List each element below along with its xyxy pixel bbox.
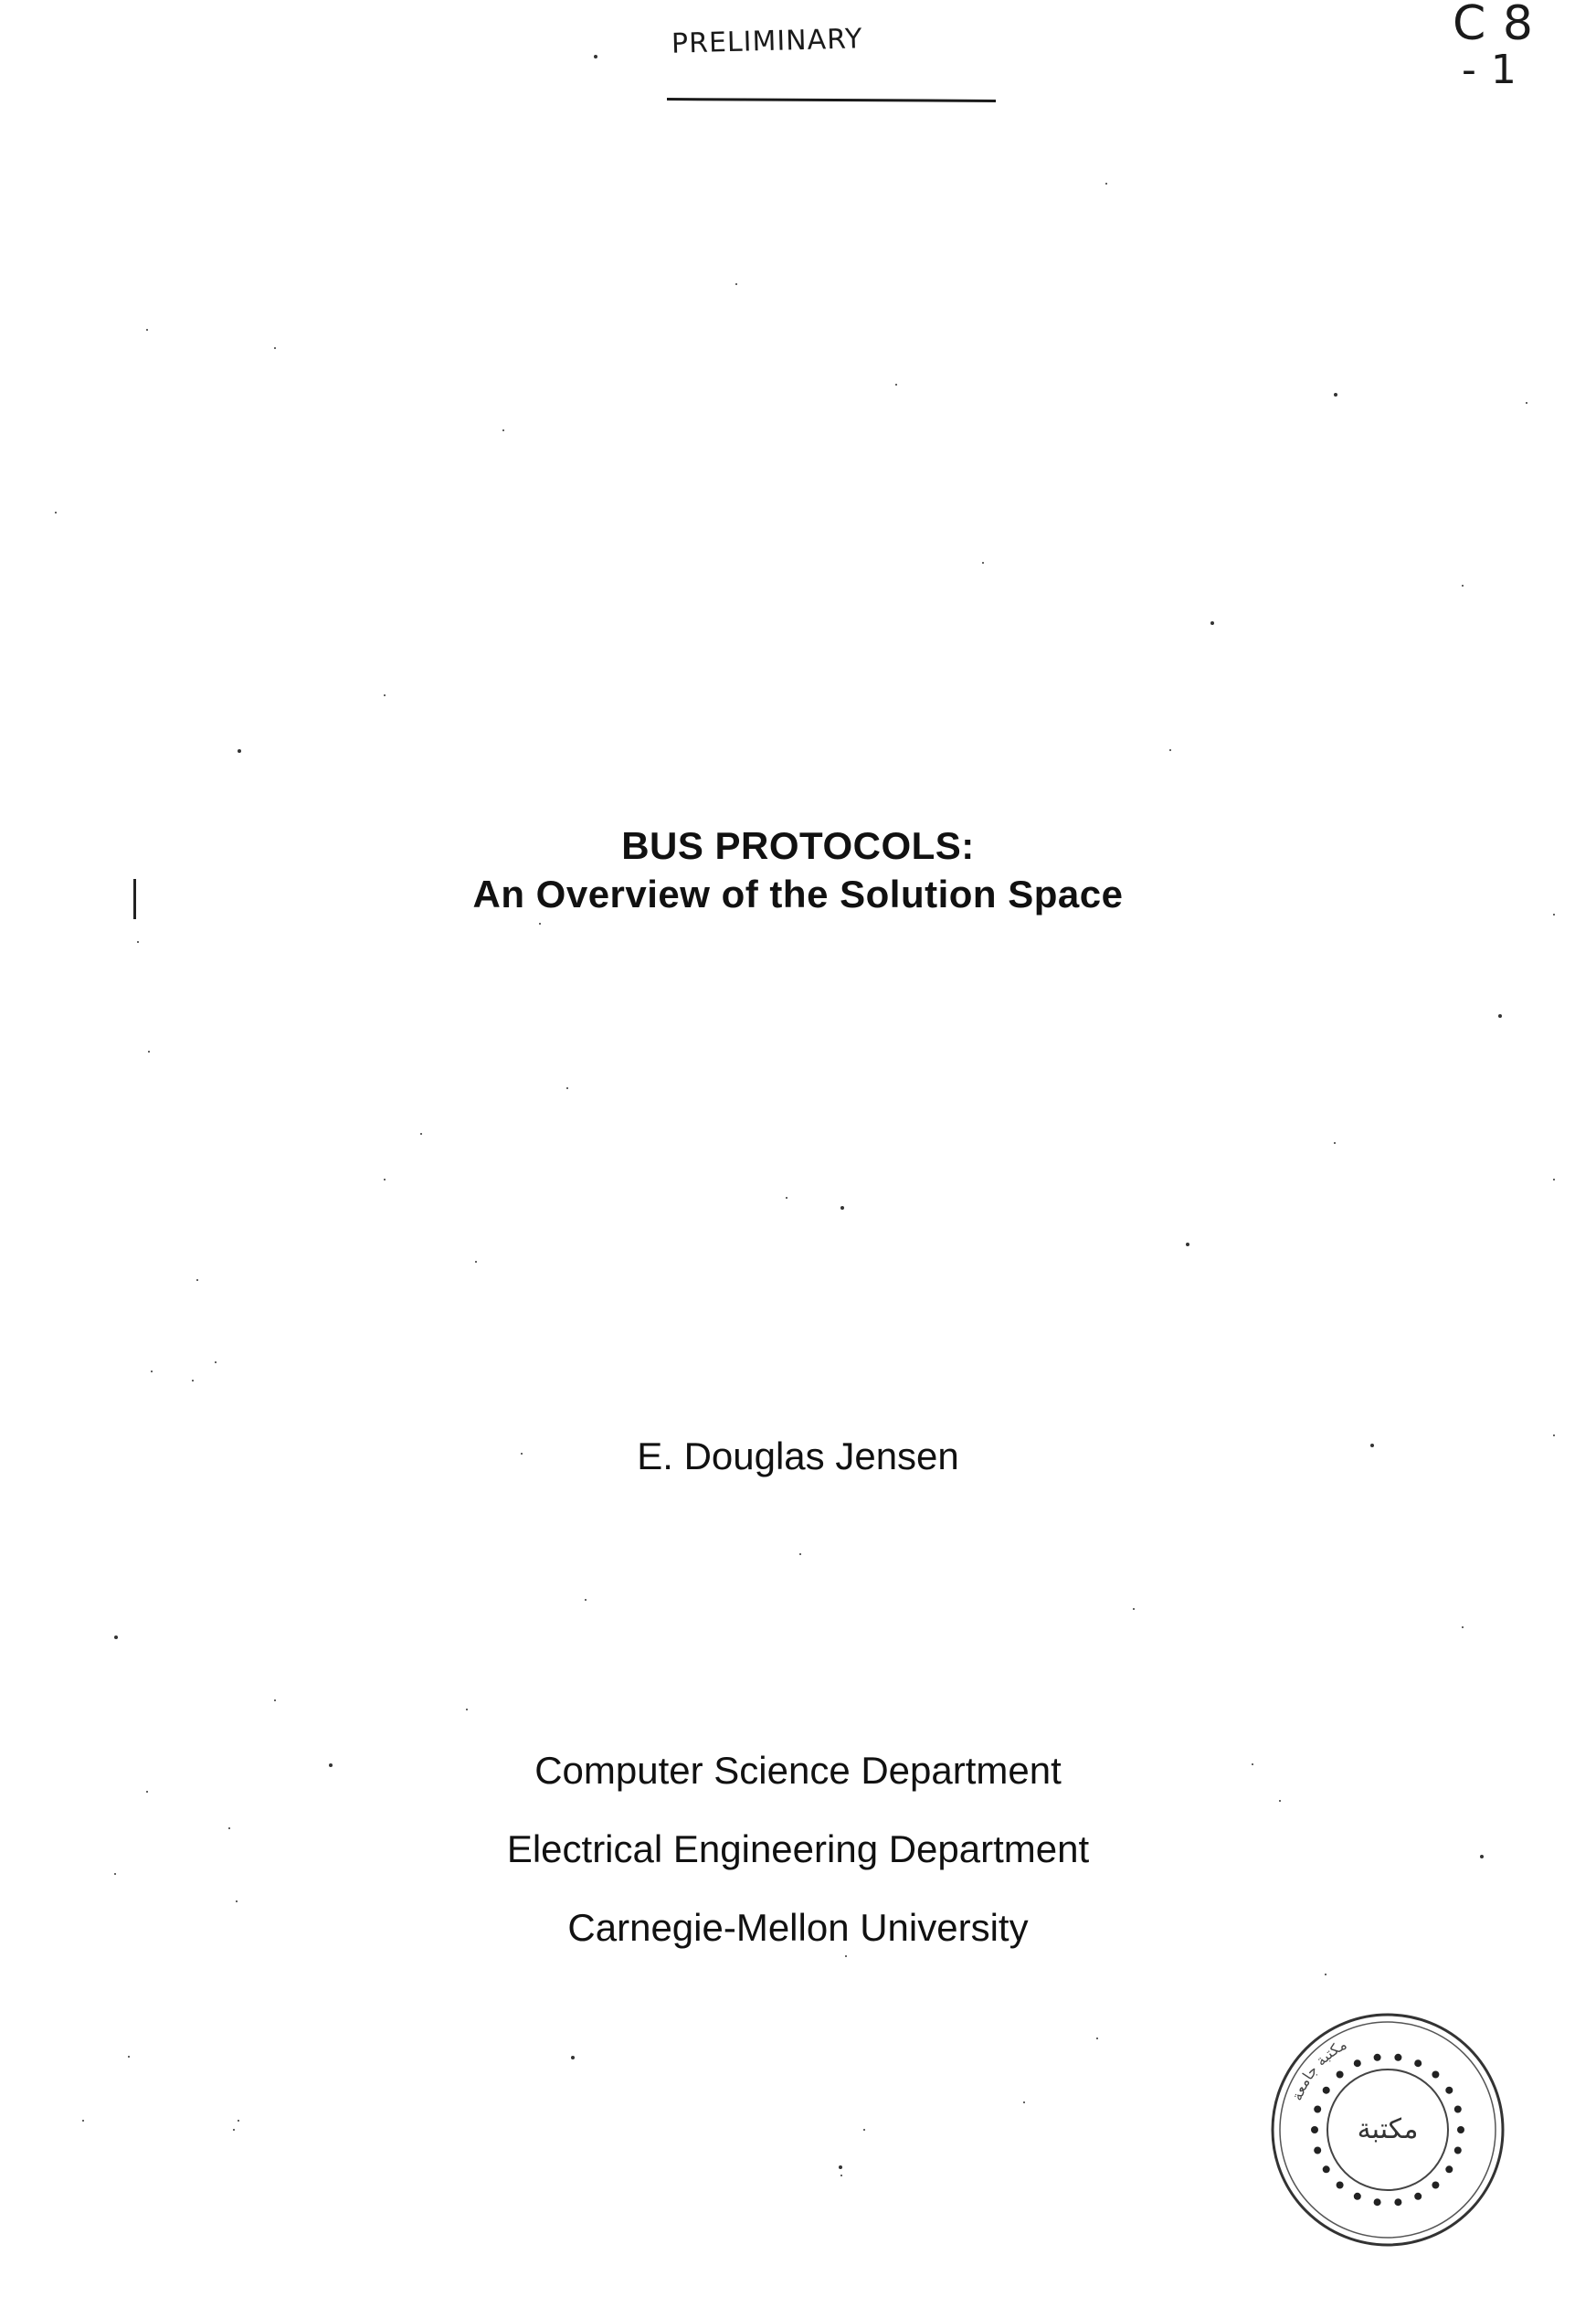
scan-speck (502, 429, 504, 431)
affiliation-line: Computer Science Department (534, 1749, 1062, 1792)
scan-speck (82, 2120, 84, 2122)
title-line-1: BUS PROTOCOLS: (621, 824, 975, 867)
stamp-star (1394, 2198, 1401, 2206)
stamp-star (1414, 2059, 1422, 2067)
stamp-star (1337, 2071, 1344, 2079)
stamp-star (1432, 2071, 1439, 2079)
scan-speck (799, 1553, 801, 1555)
scan-speck (863, 2129, 865, 2131)
scan-speck (1553, 1179, 1555, 1180)
stamp-star (1445, 2165, 1453, 2173)
scan-speck (1462, 1626, 1464, 1628)
scan-speck (1462, 585, 1464, 587)
stamp-star (1374, 2054, 1381, 2061)
scan-speck (1186, 1243, 1189, 1246)
scan-speck (571, 2056, 575, 2059)
scan-speck (1096, 2038, 1098, 2039)
stamp-star (1445, 2087, 1453, 2094)
scan-speck (1105, 183, 1107, 185)
scan-speck (233, 2129, 235, 2131)
stamp-star (1394, 2054, 1401, 2061)
scan-speck (1526, 402, 1527, 404)
stamp-star (1457, 2126, 1464, 2133)
title-block (0, 822, 1596, 918)
corner-mark-bottom: - 1 (1462, 47, 1517, 93)
scan-speck (594, 55, 597, 58)
stamp-star (1454, 2147, 1462, 2154)
scan-speck (420, 1133, 422, 1135)
scan-speck (114, 1635, 118, 1639)
scan-speck (274, 347, 276, 349)
scan-speck (55, 512, 57, 513)
scan-speck (840, 2175, 842, 2176)
scan-speck (1334, 393, 1337, 397)
scan-speck (1023, 2101, 1025, 2103)
affiliation-line: Electrical Engineering Department (506, 1827, 1090, 1870)
stamp-star (1337, 2182, 1344, 2189)
stamp-star (1314, 2147, 1321, 2154)
scan-speck (148, 1051, 150, 1053)
stamp-star (1311, 2126, 1318, 2133)
scan-speck (839, 2165, 842, 2169)
scan-speck (146, 329, 148, 331)
scan-speck (735, 283, 737, 285)
stamp-star (1454, 2106, 1462, 2113)
scan-speck (585, 1599, 587, 1601)
scan-speck (151, 1371, 153, 1372)
stamp-star (1414, 2193, 1422, 2200)
corner-mark-top: C 8 (1453, 0, 1534, 51)
stamp-star (1354, 2059, 1361, 2067)
affiliation-line: Carnegie-Mellon University (567, 1906, 1029, 1949)
scan-speck (238, 2120, 239, 2122)
scan-speck (895, 384, 897, 386)
preliminary-note: PRELIMINARY (671, 23, 863, 60)
stamp-star (1432, 2182, 1439, 2189)
preliminary-underline (667, 98, 996, 102)
stamp-ring-text: مكتبة جامعة (1287, 2035, 1350, 2103)
scan-speck (1334, 1142, 1336, 1144)
scan-speck (475, 1261, 477, 1263)
stamp-star (1323, 2165, 1330, 2173)
scan-speck (196, 1279, 198, 1281)
scan-speck (566, 1087, 568, 1089)
stamp-star (1354, 2193, 1361, 2200)
scan-speck (128, 2056, 130, 2058)
scan-speck (466, 1709, 468, 1710)
stamp-star (1323, 2087, 1330, 2094)
scan-speck (1498, 1014, 1502, 1018)
scan-speck (274, 1699, 276, 1701)
scan-speck (192, 1380, 194, 1381)
scan-speck (384, 1179, 386, 1180)
library-stamp-seal (1268, 2010, 1507, 2249)
stamp-star (1314, 2106, 1321, 2113)
scan-speck (539, 923, 541, 925)
author-name: E. Douglas Jensen (637, 1434, 959, 1477)
scan-speck (215, 1361, 217, 1363)
scan-speck (238, 749, 241, 753)
scan-speck (1210, 621, 1214, 625)
scan-speck (1169, 749, 1171, 751)
scan-speck (1325, 1974, 1326, 1975)
scan-speck (786, 1197, 787, 1199)
scan-speck (137, 941, 139, 943)
scan-speck (982, 562, 984, 564)
stamp-center-text: مكتبة (1357, 2113, 1419, 2145)
scan-speck (840, 1206, 844, 1210)
stamp-star (1374, 2198, 1381, 2206)
affiliation-block (0, 1731, 1596, 1967)
scan-speck (1133, 1608, 1135, 1610)
title-line-2: An Overview of the Solution Space (472, 872, 1124, 916)
scan-speck (384, 694, 386, 696)
